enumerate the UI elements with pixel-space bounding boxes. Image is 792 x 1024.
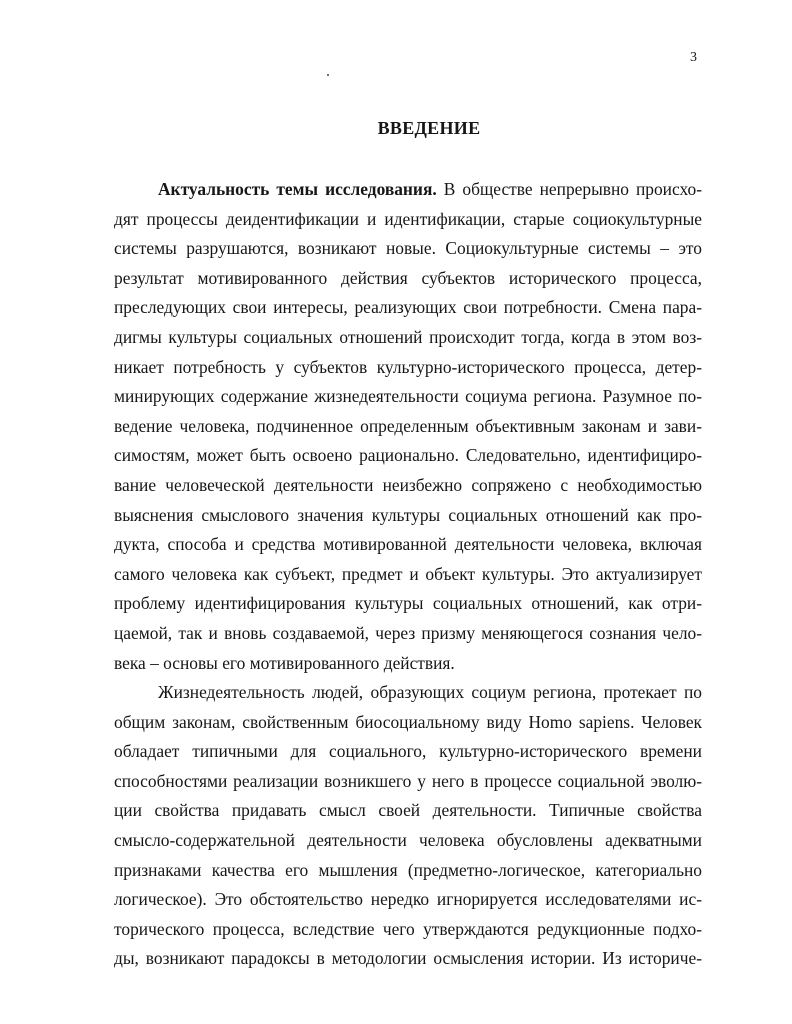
paragraph-2-line: обладает типичными для социального, культурно-исторического времени <box>114 741 702 762</box>
paragraph-1-line: ведение человека, подчиненное определенным объективным законам и зави- <box>114 415 702 436</box>
paragraph-2-line: Жизнедеятельность людей, образующих социум региона, протекает по <box>158 682 702 703</box>
body-text <box>114 175 702 974</box>
paragraph-1-line: результат мотивированного действия субъектов исторического процесса, <box>114 267 702 288</box>
paragraph-2-line: торического процесса, вследствие чего утверждаются редукционные подхо- <box>114 918 702 939</box>
paragraph-1-line: выяснения смыслового значения культуры социальных отношений как про- <box>114 504 702 525</box>
paragraph-1-line: минирующих содержание жизнедеятельности социума региона. Разумное по- <box>114 386 702 407</box>
paragraph-1-line: дукта, способа и средства мотивированной деятельности человека, включая <box>114 534 702 555</box>
paragraph-2-line: общим законам, свойственным биосоциальному виду Homo sapiens. Человек <box>114 711 702 732</box>
paragraph-1-line: самого человека как субъект, предмет и объект культуры. Это актуализирует <box>114 563 702 584</box>
paragraph-2-line: признаками качества его мышления (предметно-логическое, категориально <box>114 859 702 880</box>
paragraph-1-line-1 <box>114 175 702 205</box>
paragraph-1-line: преследующих свои интересы, реализующих свои потребности. Смена пара- <box>114 297 702 318</box>
paragraph-1-line: дят процессы деидентификации и идентификации, старые социокультурные <box>114 208 702 229</box>
scan-speck <box>327 74 329 76</box>
paragraph-1-line-last: века – основы его мотивированного действия. <box>114 652 455 673</box>
paragraph-2-line: способностями реализации возникшего у него в процессе социальной эволю- <box>114 770 702 791</box>
paragraph-1-line: симостям, может быть освоено рационально. Следовательно, идентифициро- <box>114 445 702 466</box>
page-number: 3 <box>690 50 697 65</box>
paragraph-1-line-1-rest: В обществе непрерывно происхо- <box>436 179 702 199</box>
section-heading: ВВЕДЕНИЕ <box>377 118 481 138</box>
paragraph-1-line: системы разрушаются, возникают новые. Социокультурные системы – это <box>114 238 702 259</box>
paragraph-1-line: дигмы культуры социальных отношений происходит тогда, когда в этом воз- <box>114 326 702 347</box>
paragraph-2-line: логическое). Это обстоятельство нередко игнорируется исследователями ис- <box>114 889 702 910</box>
paragraph-1-line: вание человеческой деятельности неизбежно сопряжено с необходимостью <box>114 474 702 495</box>
paragraph-lead: Актуальность темы исследования. <box>158 179 437 199</box>
paragraph-1-line: проблему идентифицирования культуры социальных отношений, как отри- <box>114 593 702 614</box>
paragraph-2-line: ды, возникают парадоксы в методологии осмысления истории. Из историче- <box>114 948 702 969</box>
paragraph-1-line: никает потребность у субъектов культурно-исторического процесса, детер- <box>114 356 702 377</box>
paragraph-2-line: смысло-содержательной деятельности человека обусловлены адекватными <box>114 830 702 851</box>
paragraph-1-line: цаемой, так и вновь создаваемой, через призму меняющегося сознания чело- <box>114 622 702 643</box>
paragraph-2-line: ции свойства придавать смысл своей деятельности. Типичные свойства <box>114 800 702 821</box>
